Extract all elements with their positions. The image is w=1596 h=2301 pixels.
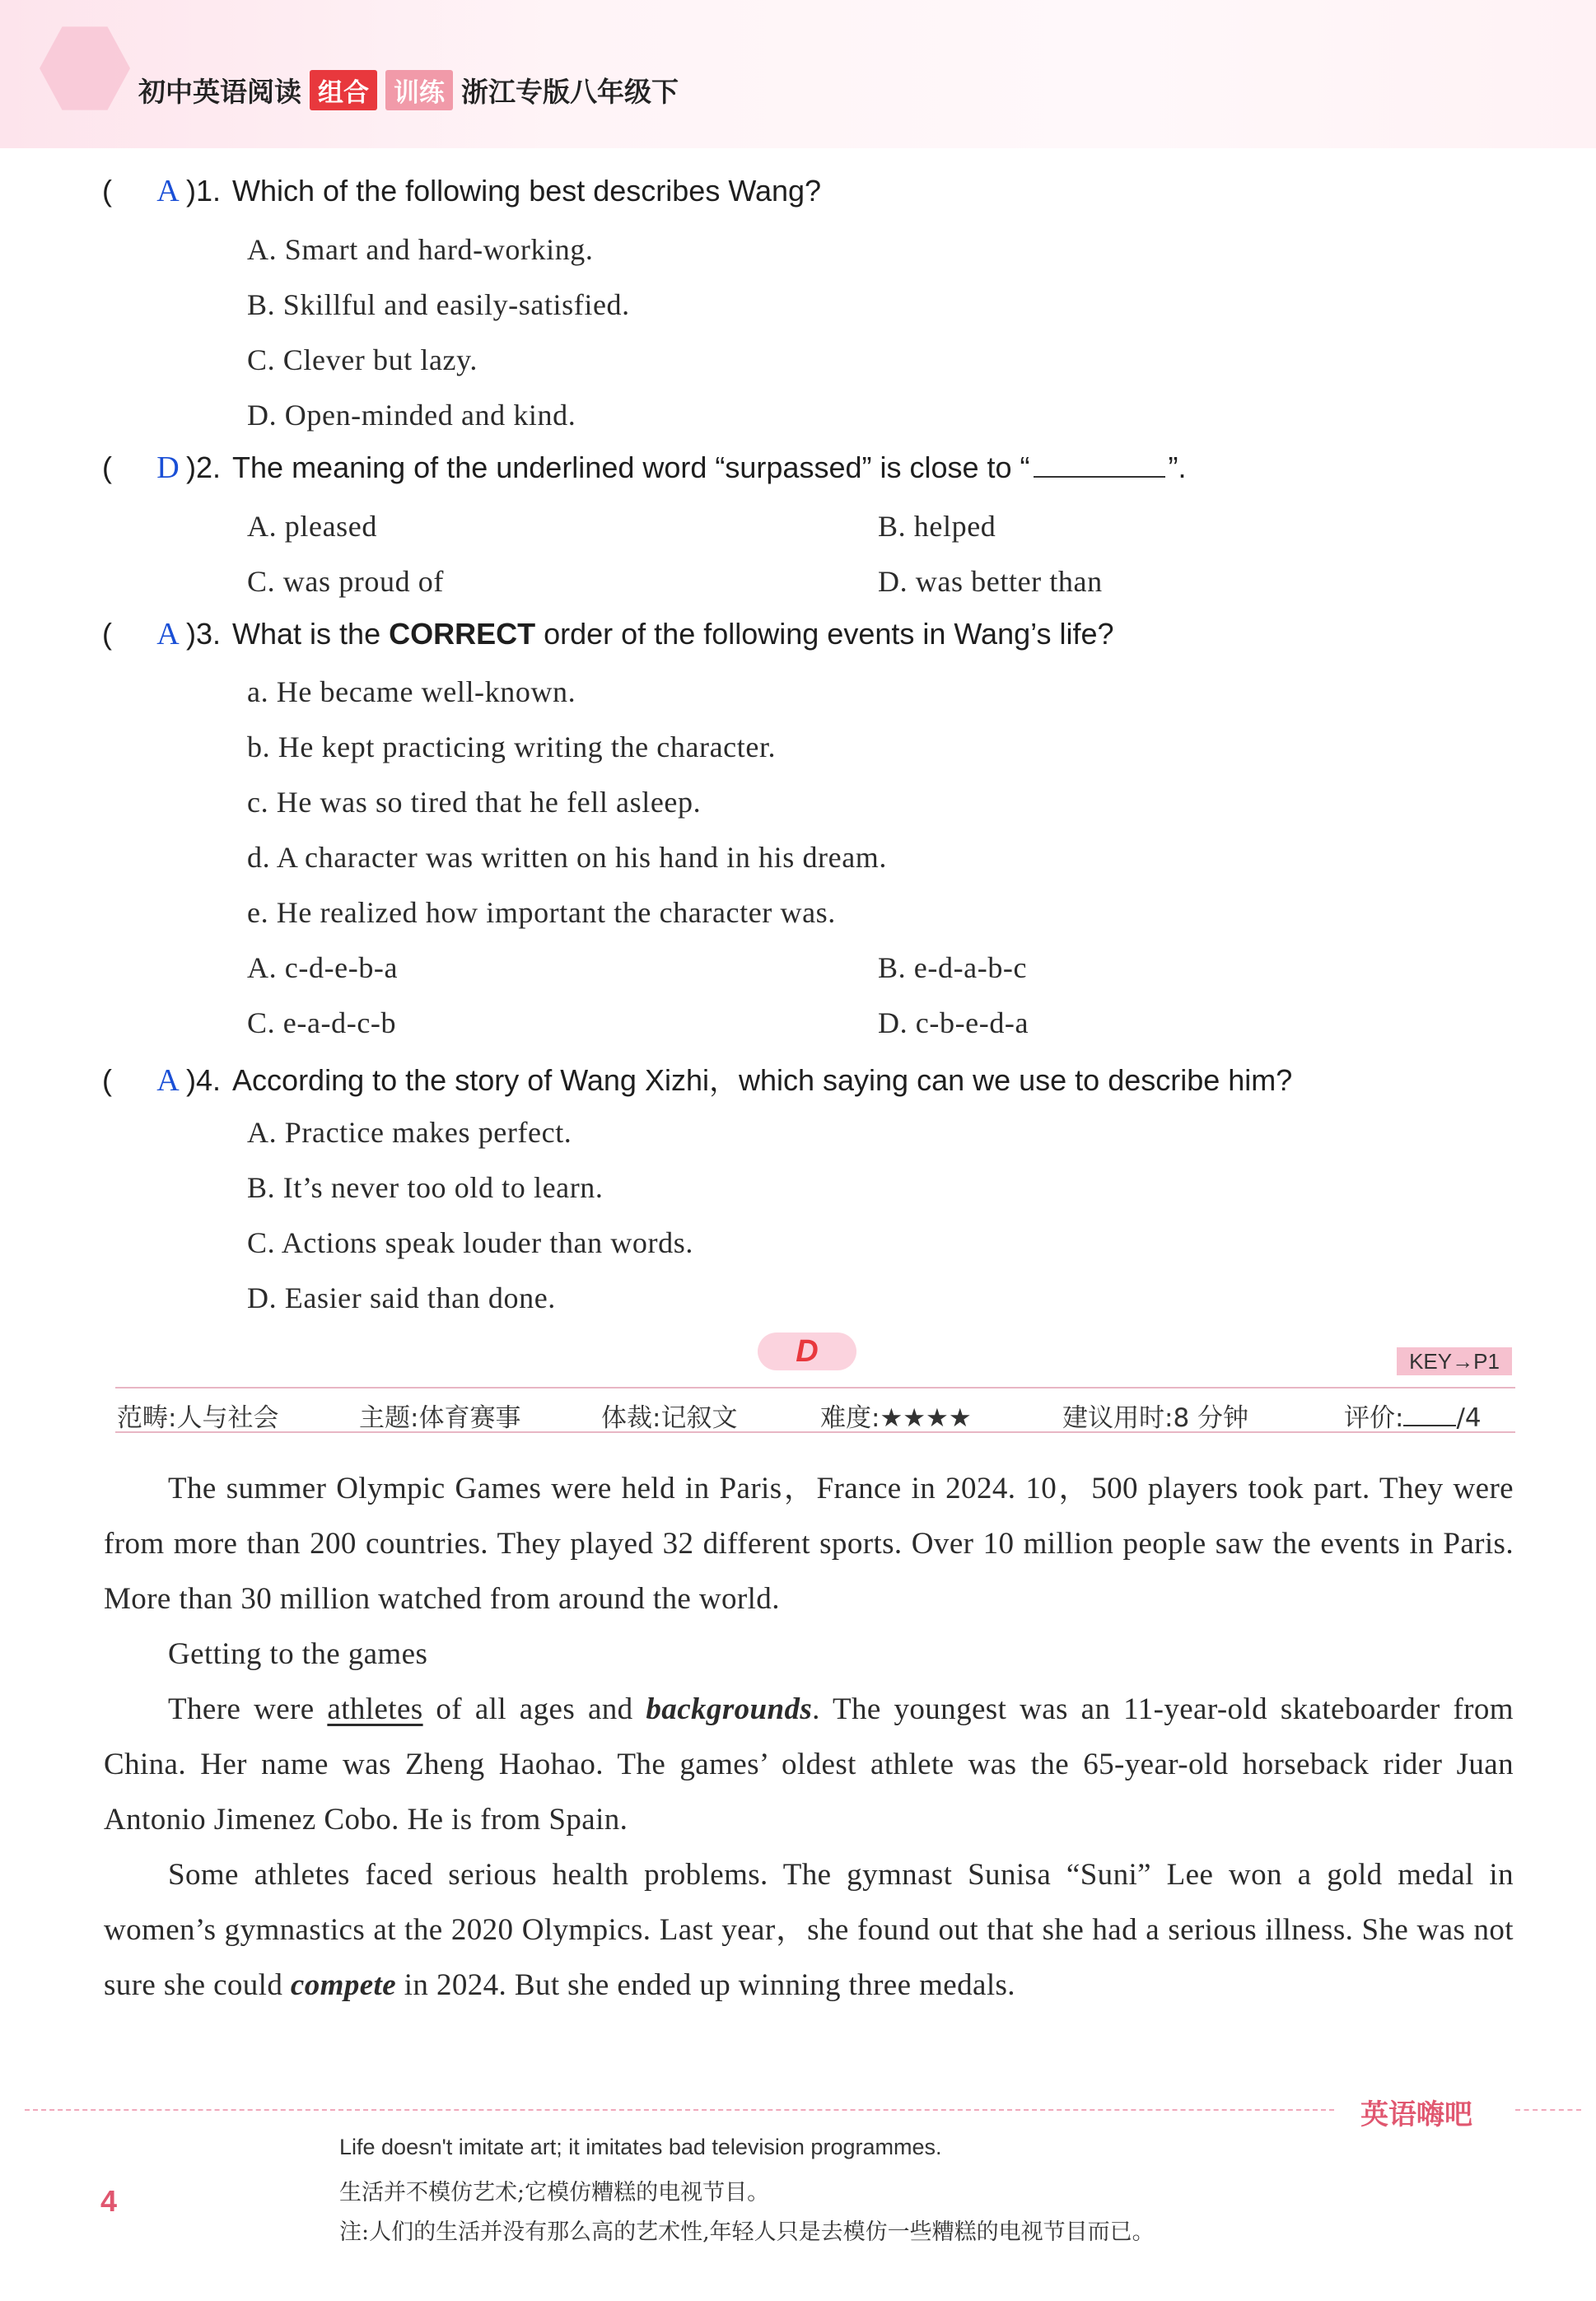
option-d: D. Easier said than done.	[247, 1281, 556, 1314]
footer-quote-chinese: 生活并不模仿艺术;它模仿糟糕的电视节目。	[339, 2180, 770, 2205]
question-stem: Which of the following best describes Wang?	[232, 174, 822, 208]
answer-mark: D	[156, 450, 180, 485]
answer-mark: A	[156, 1063, 180, 1098]
question-stem-end: order of the following events in Wang’s life?	[535, 617, 1114, 651]
answer-mark: A	[156, 174, 180, 208]
paragraph-text	[104, 1847, 1514, 2013]
footer-divider-right	[1515, 2109, 1581, 2111]
question-stem-end: ”.	[1168, 450, 1187, 484]
option-d: D. c-b-e-d-a	[878, 1006, 1029, 1039]
badge-training: 训练	[385, 70, 453, 110]
event-b: b. He kept practicing writing the character.	[247, 730, 777, 763]
answer-blank	[1034, 455, 1165, 478]
option-d: D. was better than	[878, 565, 1103, 598]
question-number: 2.	[196, 450, 222, 484]
question-1	[102, 173, 821, 209]
paragraph-text: The summer Olympic Games were held in Paris，France in 2024. 10，500 players took part. They were from more than 200 countries. They played 32 different sports. Over 10 million people saw the events in Paris. More than 30 million watched from around the world.	[104, 1472, 1514, 1616]
p3-start: Some athletes faced serious health problems. The gymnast Sunisa “Suni” Lee won a gold medal in women’s gymnastics at the 2020 Olympics. Last year，she found out that she had a serious illness. She was not sure she could	[104, 1858, 1514, 2002]
footer-note-chinese: 注:人们的生活并没有那么高的艺术性,年轻人只是去模仿一些糟糕的电视节目而已。	[339, 2219, 1155, 2245]
question-stem: According to the story of Wang Xizhi，which saying can we use to describe him?	[232, 1063, 1293, 1097]
badge-combo: 组合	[310, 70, 377, 110]
paragraph-text	[104, 1682, 1514, 1847]
option-a: A. Practice makes perfect.	[247, 1116, 572, 1149]
answer-mark: A	[156, 617, 180, 651]
answer-paren-close: )	[186, 617, 196, 651]
option-c: C. Actions speak louder than words.	[247, 1226, 693, 1259]
option-a: A. Smart and hard-working.	[247, 233, 594, 266]
passage-paragraph-1	[104, 1461, 1514, 1627]
event-e: e. He realized how important the character was.	[247, 896, 836, 929]
p2-end: . The youngest was an 11-year-old skateboarder from China. Her name was Zheng Haohao. The games’ oldest athlete was the 65-year-old horseback rider Juan Antonio Jimenez Cobo. He is from Spain.	[104, 1692, 1514, 1837]
underlined-word-athletes: athletes	[327, 1692, 423, 1726]
answer-paren-open: (	[102, 1063, 112, 1097]
passage-paragraph-2	[104, 1682, 1514, 1847]
option-b: B. It’s never too old to learn.	[247, 1171, 604, 1204]
event-c: c. He was so tired that he fell asleep.	[247, 786, 702, 819]
answer-paren-open: (	[102, 174, 112, 208]
question-4	[102, 1057, 1292, 1099]
question-number: 4.	[196, 1063, 222, 1097]
option-c: C. e-a-d-c-b	[247, 1006, 397, 1039]
bold-word-compete: compete	[290, 1968, 397, 2002]
answer-paren-open: (	[102, 450, 112, 484]
question-number: 3.	[196, 617, 222, 651]
option-b: B. e-d-a-b-c	[878, 951, 1028, 984]
event-a: a. He became well-known.	[247, 675, 576, 708]
p3-end: in 2024. But she ended up winning three medals.	[396, 1968, 1015, 2002]
answer-paren-close: )	[186, 450, 196, 484]
question-stem-bold: CORRECT	[389, 617, 536, 651]
option-c: C. Clever but lazy.	[247, 343, 478, 376]
meta-score-total: /4	[1456, 1403, 1482, 1433]
meta-score	[1344, 1397, 1482, 1434]
option-d: D. Open-minded and kind.	[247, 399, 576, 432]
bold-word-backgrounds: backgrounds	[646, 1692, 813, 1726]
subheading-text: Getting to the games	[168, 1637, 428, 1671]
section-d-label: D	[758, 1333, 856, 1370]
footer-brand: 英语嗨吧	[1360, 2098, 1472, 2131]
option-a: A. c-d-e-b-a	[247, 951, 399, 984]
meta-time: 建议用时:8 分钟	[1062, 1403, 1249, 1433]
question-stem-start: The meaning of the underlined word “surpassed” is close to “	[232, 450, 1030, 484]
meta-genre: 体裁:记叙文	[601, 1403, 738, 1433]
score-blank	[1403, 1405, 1456, 1426]
answer-key-link[interactable]: KEY→P1	[1397, 1347, 1512, 1375]
question-3	[102, 616, 1114, 652]
meta-score-label: 评价:	[1344, 1403, 1404, 1433]
option-b: B. Skillful and easily-satisfied.	[247, 288, 630, 321]
answer-paren-open: (	[102, 617, 112, 651]
option-a: A. pleased	[247, 510, 377, 543]
book-header	[138, 68, 679, 112]
answer-paren-close: )	[186, 1063, 196, 1097]
event-d: d. A character was written on his hand in his dream.	[247, 841, 888, 874]
page-number: 4	[100, 2184, 118, 2218]
p2-middle: of all ages and	[422, 1692, 646, 1726]
meta-difficulty: 难度:★★★★	[820, 1403, 972, 1433]
option-b: B. helped	[878, 510, 996, 543]
question-stem-start: What is the	[232, 617, 390, 651]
passage-subheading	[104, 1627, 1514, 1682]
question-2	[102, 450, 1187, 486]
book-title: 初中英语阅读	[138, 75, 301, 108]
option-c: C. was proud of	[247, 565, 444, 598]
meta-category: 范畴:人与社会	[117, 1403, 279, 1433]
answer-paren-close: )	[186, 174, 196, 208]
passage-meta-bar	[115, 1387, 1515, 1433]
passage-paragraph-3	[104, 1847, 1514, 2013]
p2-start: There were	[168, 1692, 328, 1726]
question-number: 1.	[196, 174, 222, 208]
footer-divider	[25, 2109, 1334, 2111]
edition-label: 浙江专版八年级下	[461, 75, 679, 108]
footer-quote-english: Life doesn't imitate art; it imitates bad television programmes.	[339, 2135, 942, 2159]
meta-theme: 主题:体育赛事	[359, 1403, 521, 1433]
